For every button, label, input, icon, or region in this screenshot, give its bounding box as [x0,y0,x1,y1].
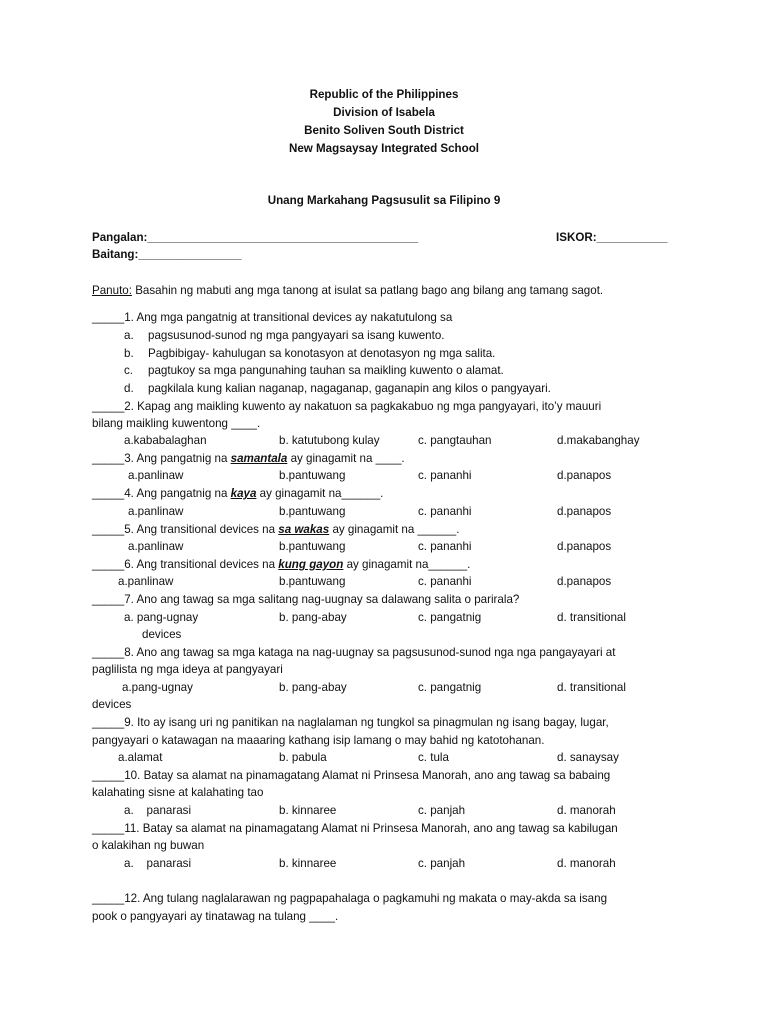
q11-option-d: d. manorah [557,857,616,870]
question-4-stem [92,487,383,501]
header-republic: Republic of the Philippines [309,88,459,101]
question-2-stem-cont: bilang maikling kuwentong ____. [92,417,261,430]
q4-keyword: kaya [230,487,257,500]
q4-stem-post: ay ginagamit na______. [256,487,384,500]
question-2-stem: _____2. Kapag ang maikling kuwento ay nakatuon sa pagkakabuo ng mga pangyayari, ito’y mauuri [92,400,602,413]
question-11-stem: _____11. Batay sa alamat na pinamagatang Alamat ni Prinsesa Manorah, ano ang tawag sa kabilugan [92,822,618,835]
q7-option-a: a. pang-ugnay [124,611,199,624]
q8-option-c: c. pangatnig [418,681,482,694]
q7-option-a-wrap: devices [142,628,182,641]
q3-keyword: samantala [230,452,288,465]
question-9-stem: _____9. Ito ay isang uri ng panitikan na naglalaman ng tungkol sa pinagmulan ng isang bagay, lugar, [92,716,609,729]
exam-title: Unang Markahang Pagsusulit sa Filipino 9 [267,194,501,207]
q5-option-a: a.panlinaw [128,540,184,553]
q4-option-c: c. pananhi [418,505,472,518]
q10-option-c: c. panjah [418,804,466,817]
q1-option-c: pagtukoy sa mga pangunahing tauhan sa maikling kuwento o alamat. [148,364,504,377]
question-7-stem: _____7. Ano ang tawag sa mga salitang nag-uugnay sa dalawang salita o parirala? [92,593,520,606]
header-district: Benito Soliven South District [304,124,464,137]
question-10-stem: _____10. Batay sa alamat na pinamagatang Alamat ni Prinsesa Manorah, ano ang tawag sa babaing [92,769,611,782]
q3-option-c: c. pananhi [418,469,472,482]
q4-option-d: d.panapos [557,505,612,518]
q1-option-d-letter: d. [124,382,134,395]
grade-field: Baitang:________________ [92,248,242,261]
q2-option-b: b. katutubong kulay [279,434,380,447]
q9-option-b: b. pabula [279,751,327,764]
q2-option-d: d.makabanghay [557,434,640,447]
q3-option-b: b.pantuwang [279,469,346,482]
instructions-text: Basahin ng mabuti ang mga tanong at isulat sa patlang bago ang bilang ang tamang sagot. [131,284,604,297]
q6-stem-pre: _____6. Ang transitional devices na [92,558,279,571]
q3-option-d: d.panapos [557,469,612,482]
q8-option-a: a.pang-ugnay [122,681,193,694]
q9-option-a: a.alamat [118,751,163,764]
q1-option-c-letter: c. [124,364,134,377]
header-school: New Magsaysay Integrated School [288,142,480,155]
q6-option-a: a.panlinaw [118,575,174,588]
question-11-stem-cont: o kalakihan ng buwan [92,839,205,852]
q7-option-b: b. pang-abay [279,611,347,624]
q1-option-a-letter: a. [124,329,134,342]
q11-option-a: a. panarasi [124,857,192,870]
question-8-stem: _____8. Ano ang tawag sa mga kataga na nag-uugnay sa pagsusunod-sunod nga nga pangayayari at [92,646,616,659]
question-1-stem: _____1. Ang mga pangatnig at transitional devices ay nakatutulong sa [92,311,453,324]
q5-option-d: d.panapos [557,540,612,553]
q1-option-a: pagsusunod-sunod ng mga pangyayari sa isang kuwento. [148,329,445,342]
q10-option-b: b. kinnaree [279,804,337,817]
q1-option-d: pagkilala kung kalian naganap, nagaganap, gaganapin ang kilos o pangyayari. [148,382,551,395]
q4-option-a: a.panlinaw [128,505,184,518]
question-12-stem: _____12. Ang tulang naglalarawan ng pagpapahalaga o pagkamuhi ng makata o may-akda sa isang [92,892,608,905]
q7-option-c: c. pangatnig [418,611,482,624]
question-10-stem-cont: kalahating sisne at kalahating tao [92,786,264,799]
q3-stem-pre: _____3. Ang pangatnig na [92,452,231,465]
q9-option-d: d. sanaysay [557,751,619,764]
q6-option-c: c. pananhi [418,575,472,588]
question-9-stem-cont: pangyayari o katawagan na maaaring kathang isip lamang o may bahid ng katotohanan. [92,734,545,747]
q5-keyword: sa wakas [278,523,330,536]
q1-option-b: Pagbibigay- kahulugan sa konotasyon at denotasyon ng mga salita. [148,347,496,360]
q6-keyword: kung gayon [278,558,344,571]
question-5-stem [92,523,459,537]
q6-option-b: b.pantuwang [279,575,346,588]
question-8-stem-cont: paglilista ng mga ideya at pangyayari [92,663,283,676]
q1-option-b-letter: b. [124,347,134,360]
instructions [92,284,603,298]
q10-option-a: a. panarasi [124,804,192,817]
q7-option-d: d. transitional [557,611,626,624]
q4-option-b: b.pantuwang [279,505,346,518]
question-6-stem [92,558,470,572]
q6-option-d: d.panapos [557,575,612,588]
q8-option-d: d. transitional [557,681,626,694]
q5-stem-post: ay ginagamit na ______. [329,523,460,536]
q4-stem-pre: _____4. Ang pangatnig na [92,487,231,500]
q5-option-c: c. pananhi [418,540,472,553]
instructions-label: Panuto: [92,284,132,297]
q3-stem-post: ay ginagamit na ____. [287,452,405,465]
q11-option-b: b. kinnaree [279,857,337,870]
header-division: Division of Isabela [333,106,435,119]
q8-option-b: b. pang-abay [279,681,347,694]
q5-stem-pre: _____5. Ang transitional devices na [92,523,279,536]
question-3-stem [92,452,405,466]
q2-option-a: a.kababalaghan [124,434,207,447]
q3-option-a: a.panlinaw [128,469,184,482]
q9-option-c: c. tula [418,751,449,764]
question-12-stem-cont: pook o pangyayari ay tinatawag na tulang ____. [92,910,339,923]
q8-option-d-wrap: devices [92,698,132,711]
q5-option-b: b.pantuwang [279,540,346,553]
q10-option-d: d. manorah [557,804,616,817]
name-field: Pangalan:__________________________________________ [92,231,419,244]
q11-option-c: c. panjah [418,857,466,870]
score-field: ISKOR:___________ [556,231,668,244]
q2-option-c: c. pangtauhan [418,434,492,447]
q6-stem-post: ay ginagamit na______. [343,558,471,571]
